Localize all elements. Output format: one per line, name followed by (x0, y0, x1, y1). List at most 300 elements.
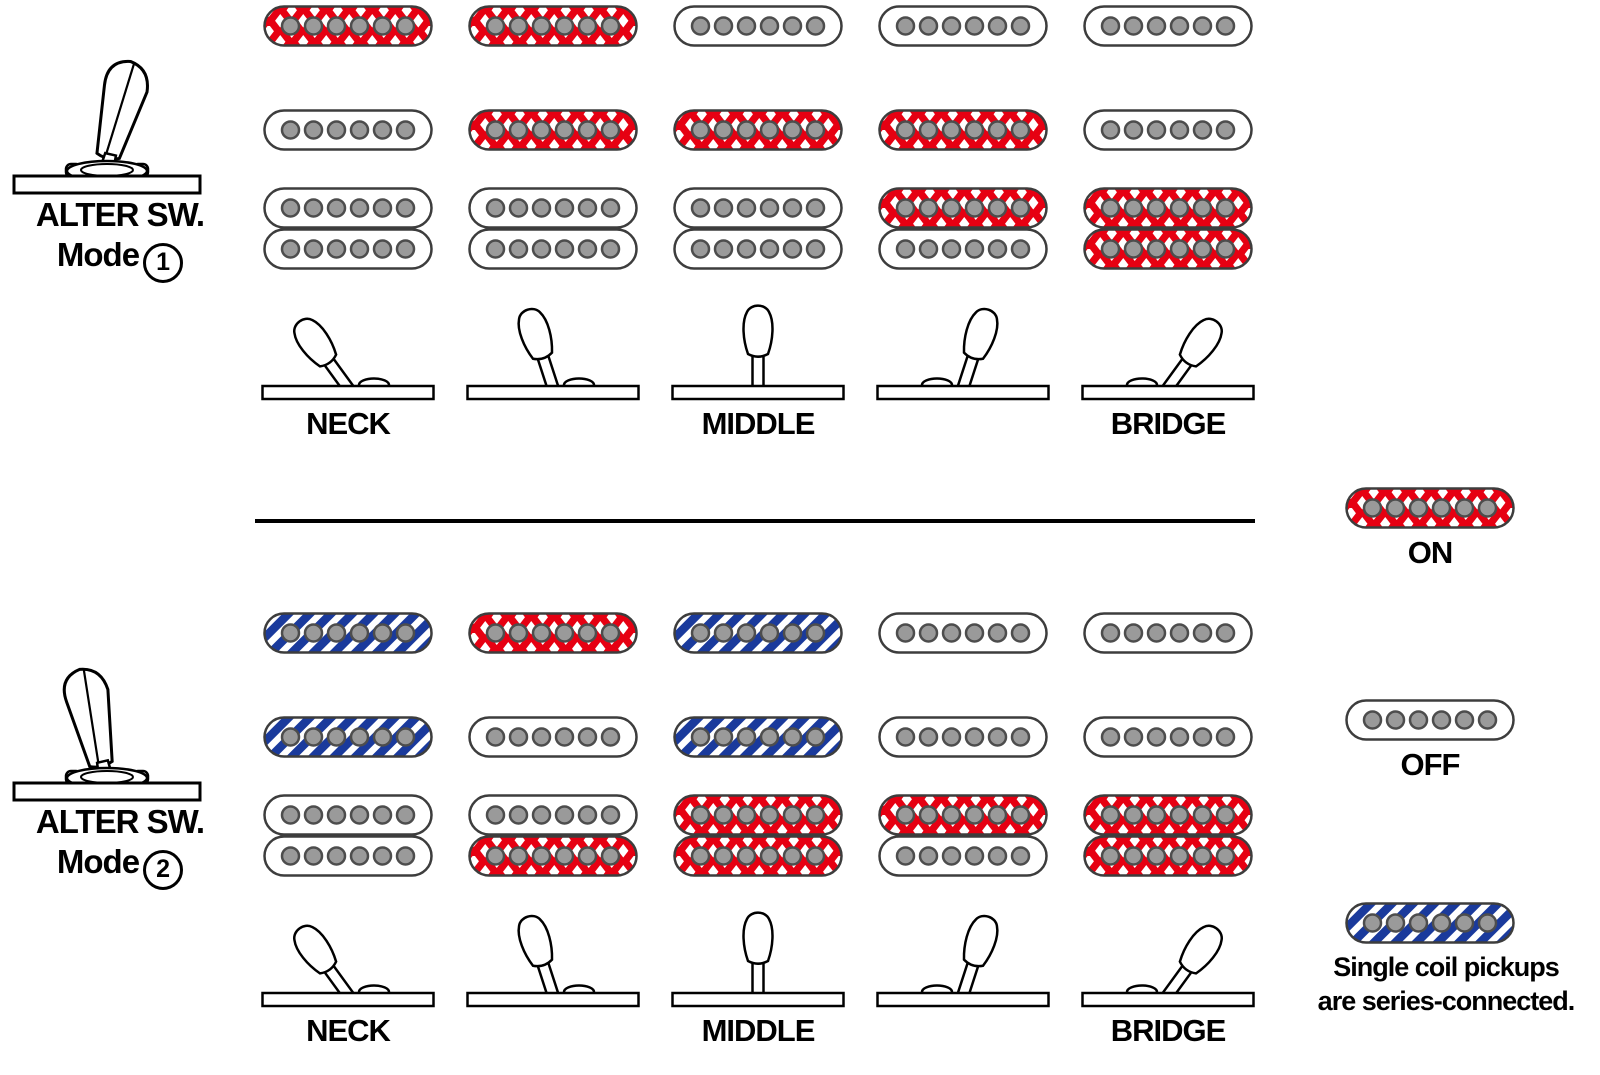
pole-piece (738, 200, 755, 217)
neck-pickup-graphic (878, 5, 1048, 47)
pole-piece (374, 122, 391, 139)
pole-piece (1148, 200, 1165, 217)
neck-pickup-graphic (1083, 5, 1253, 47)
lever-switch-graphic (671, 903, 845, 1011)
pole-piece (397, 241, 414, 258)
pole-piece (920, 200, 937, 217)
pole-piece (351, 729, 368, 746)
legend-off-label: OFF (1400, 747, 1460, 782)
pole-piece (556, 848, 573, 865)
bridge-bottom-coil-graphic (1083, 228, 1253, 270)
pole-piece (374, 241, 391, 258)
middle-pickup (1083, 109, 1253, 151)
pole-piece (692, 625, 709, 642)
pole-piece (351, 848, 368, 865)
bridge-humbucker-bottom-coil (468, 835, 638, 877)
pole-piece (1433, 712, 1450, 729)
pole-piece (715, 241, 732, 258)
pole-piece (761, 122, 778, 139)
bridge-top-coil-graphic (263, 794, 433, 836)
bridge-top-coil-graphic (673, 794, 843, 836)
legend-off (1345, 699, 1515, 783)
pole-piece (738, 729, 755, 746)
pole-piece (282, 848, 299, 865)
middle-pickup-graphic (878, 109, 1048, 151)
bridge-top-coil-graphic (1083, 187, 1253, 229)
pole-piece (487, 122, 504, 139)
bridge-humbucker-bottom-coil (468, 228, 638, 270)
pole-piece (282, 200, 299, 217)
lever-switch-graphic (261, 296, 435, 404)
bridge-humbucker-top-coil (878, 794, 1048, 836)
switch-position-column (1083, 0, 1253, 460)
pole-piece (1102, 729, 1119, 746)
pole-piece (533, 241, 550, 258)
pole-piece (1410, 500, 1427, 517)
pole-piece (807, 18, 824, 35)
pole-piece (784, 848, 801, 865)
pole-piece (784, 625, 801, 642)
pole-piece (920, 625, 937, 642)
pole-piece (1217, 122, 1234, 139)
pole-piece (1125, 848, 1142, 865)
pole-piece (989, 241, 1006, 258)
position-label: NECK (306, 1013, 390, 1048)
pole-piece (397, 625, 414, 642)
pole-piece (1171, 729, 1188, 746)
pole-piece (920, 122, 937, 139)
pole-piece (282, 807, 299, 824)
pole-piece (1012, 848, 1029, 865)
middle-pickup-graphic (1083, 716, 1253, 758)
middle-pickup (263, 716, 433, 758)
pole-piece (1410, 712, 1427, 729)
pole-piece (1194, 122, 1211, 139)
middle-pickup (878, 716, 1048, 758)
bridge-humbucker-top-coil (468, 187, 638, 229)
pole-piece (966, 122, 983, 139)
pole-piece (692, 807, 709, 824)
pole-piece (556, 625, 573, 642)
pole-piece (1125, 625, 1142, 642)
pole-piece (328, 200, 345, 217)
pole-piece (1456, 712, 1473, 729)
pole-piece (1125, 18, 1142, 35)
legend-series-note (1292, 950, 1600, 1018)
pole-piece (1171, 122, 1188, 139)
pole-piece (282, 18, 299, 35)
bridge-humbucker-bottom-coil (878, 835, 1048, 877)
lever-switch-graphic (1081, 903, 1255, 1011)
bridge-humbucker-top-coil (878, 187, 1048, 229)
neck-pickup-graphic (878, 612, 1048, 654)
bridge-humbucker-bottom-coil (263, 835, 433, 877)
lever-switch (876, 903, 1050, 1016)
pole-piece (1102, 625, 1119, 642)
pole-piece (1125, 729, 1142, 746)
pole-piece (989, 625, 1006, 642)
mode1-subtitle (0, 236, 240, 283)
pole-piece (374, 625, 391, 642)
pole-piece (1171, 625, 1188, 642)
pole-piece (305, 729, 322, 746)
pole-piece (1456, 915, 1473, 932)
pole-piece (715, 122, 732, 139)
pole-piece (966, 729, 983, 746)
pole-piece (602, 200, 619, 217)
lever-switch (876, 296, 1050, 409)
pole-piece (715, 625, 732, 642)
bridge-top-coil-graphic (1083, 794, 1253, 836)
legend-on-label: ON (1407, 535, 1453, 570)
bridge-top-coil-graphic (263, 187, 433, 229)
pole-piece (374, 848, 391, 865)
pole-piece (374, 200, 391, 217)
lever-switch-graphic (876, 903, 1050, 1011)
pole-piece (761, 807, 778, 824)
pole-piece (1171, 848, 1188, 865)
bridge-humbucker-top-coil (468, 794, 638, 836)
pole-piece (761, 625, 778, 642)
bridge-humbucker-bottom-coil (673, 228, 843, 270)
pole-piece (1102, 200, 1119, 217)
pole-piece (1148, 807, 1165, 824)
pole-piece (328, 625, 345, 642)
pole-piece (374, 18, 391, 35)
bridge-humbucker-bottom-coil (1083, 228, 1253, 270)
pole-piece (784, 807, 801, 824)
section-divider (255, 519, 1255, 523)
pole-piece (989, 18, 1006, 35)
pole-piece (966, 625, 983, 642)
mode2-subtitle (0, 843, 240, 890)
pole-piece (1364, 500, 1381, 517)
lever-switch (466, 903, 640, 1016)
pole-piece (1171, 241, 1188, 258)
pole-piece (897, 729, 914, 746)
pole-piece (1364, 915, 1381, 932)
neck-pickup (878, 5, 1048, 47)
pole-piece (510, 18, 527, 35)
pole-piece (351, 122, 368, 139)
lever-switch-graphic (466, 296, 640, 404)
lever-switch (1081, 903, 1255, 1016)
middle-pickup-graphic (263, 109, 433, 151)
neck-pickup (878, 612, 1048, 654)
neck-pickup (673, 612, 843, 654)
pole-piece (1012, 122, 1029, 139)
pole-piece (1102, 18, 1119, 35)
pole-piece (920, 807, 937, 824)
pole-piece (1479, 915, 1496, 932)
pole-piece (692, 848, 709, 865)
pole-piece (1125, 200, 1142, 217)
pole-piece (966, 241, 983, 258)
pole-piece (282, 625, 299, 642)
pole-piece (1012, 729, 1029, 746)
pole-piece (1364, 712, 1381, 729)
pole-piece (1148, 122, 1165, 139)
pole-piece (351, 18, 368, 35)
legend-on-pickup (1345, 487, 1515, 529)
pole-piece (328, 18, 345, 35)
pole-piece (761, 18, 778, 35)
pole-piece (510, 241, 527, 258)
pole-piece (602, 241, 619, 258)
pole-piece (579, 625, 596, 642)
legend-series (1345, 902, 1515, 944)
pole-piece (920, 729, 937, 746)
pole-piece (692, 200, 709, 217)
pole-piece (487, 729, 504, 746)
pole-piece (966, 200, 983, 217)
switch-position-column (673, 0, 843, 460)
pole-piece (579, 729, 596, 746)
middle-pickup-graphic (673, 109, 843, 151)
bridge-bottom-coil-graphic (263, 835, 433, 877)
pole-piece (1217, 241, 1234, 258)
pole-piece (328, 122, 345, 139)
pole-piece (943, 241, 960, 258)
pole-piece (533, 729, 550, 746)
middle-pickup-graphic (878, 716, 1048, 758)
pole-piece (1456, 500, 1473, 517)
pole-piece (989, 848, 1006, 865)
position-label: MIDDLE (701, 406, 815, 441)
pole-piece (1102, 848, 1119, 865)
pole-piece (556, 200, 573, 217)
pole-piece (351, 241, 368, 258)
pole-piece (738, 18, 755, 35)
pole-piece (1125, 122, 1142, 139)
middle-pickup (673, 109, 843, 151)
pole-piece (1387, 915, 1404, 932)
pole-piece (1102, 807, 1119, 824)
neck-pickup-graphic (468, 612, 638, 654)
mode1-section (0, 0, 1600, 470)
toggle-switch-icon (12, 657, 202, 805)
middle-pickup-graphic (673, 716, 843, 758)
bridge-bottom-coil-graphic (673, 228, 843, 270)
pole-piece (1125, 807, 1142, 824)
pole-piece (328, 807, 345, 824)
pole-piece (533, 200, 550, 217)
pole-piece (807, 807, 824, 824)
pole-piece (897, 200, 914, 217)
pole-piece (510, 625, 527, 642)
pole-piece (784, 729, 801, 746)
mode2-number-badge: 2 (143, 850, 183, 890)
pole-piece (897, 241, 914, 258)
bridge-bottom-coil-graphic (468, 228, 638, 270)
pole-piece (738, 848, 755, 865)
pole-piece (1433, 500, 1450, 517)
pole-piece (1433, 915, 1450, 932)
lever-switch-graphic (671, 296, 845, 404)
pole-piece (943, 625, 960, 642)
pole-piece (579, 807, 596, 824)
middle-pickup (878, 109, 1048, 151)
pole-piece (556, 807, 573, 824)
pole-piece (351, 807, 368, 824)
bridge-bottom-coil-graphic (1083, 835, 1253, 877)
middle-pickup-graphic (263, 716, 433, 758)
pole-piece (784, 122, 801, 139)
pole-piece (510, 122, 527, 139)
bridge-humbucker-top-coil (673, 794, 843, 836)
pole-piece (807, 122, 824, 139)
pole-piece (943, 807, 960, 824)
pole-piece (1012, 18, 1029, 35)
pole-piece (1194, 241, 1211, 258)
legend-off-pickup (1345, 699, 1515, 741)
toggle-switch-icon (12, 50, 202, 198)
pole-piece (920, 848, 937, 865)
pole-piece (692, 18, 709, 35)
pole-piece (510, 807, 527, 824)
bridge-humbucker-top-coil (673, 187, 843, 229)
middle-pickup (468, 716, 638, 758)
pole-piece (533, 18, 550, 35)
middle-pickup (1083, 716, 1253, 758)
lever-switch (261, 903, 435, 1016)
pole-piece (487, 848, 504, 865)
pole-piece (966, 848, 983, 865)
pole-piece (602, 18, 619, 35)
lever-switch-graphic (876, 296, 1050, 404)
pole-piece (920, 241, 937, 258)
middle-pickup-graphic (1083, 109, 1253, 151)
bridge-bottom-coil-graphic (878, 835, 1048, 877)
pole-piece (715, 18, 732, 35)
pole-piece (556, 122, 573, 139)
pole-piece (943, 122, 960, 139)
pole-piece (1194, 200, 1211, 217)
pole-piece (1012, 200, 1029, 217)
mode1-positions (263, 0, 1253, 460)
pole-piece (943, 848, 960, 865)
pole-piece (579, 848, 596, 865)
pole-piece (1148, 848, 1165, 865)
pole-piece (1102, 122, 1119, 139)
mode-word: Mode (56, 843, 140, 880)
bridge-humbucker-top-coil (263, 187, 433, 229)
pole-piece (989, 200, 1006, 217)
bridge-bottom-coil-graphic (468, 835, 638, 877)
switch-position-column (673, 607, 843, 1067)
pole-piece (1171, 200, 1188, 217)
switch-position-column (263, 607, 433, 1067)
pole-piece (1194, 807, 1211, 824)
pole-piece (989, 807, 1006, 824)
middle-pickup (263, 109, 433, 151)
pole-piece (761, 200, 778, 217)
pole-piece (1217, 729, 1234, 746)
bridge-top-coil-graphic (468, 187, 638, 229)
bridge-top-coil-graphic (878, 187, 1048, 229)
pole-piece (305, 848, 322, 865)
pole-piece (1217, 200, 1234, 217)
pole-piece (715, 729, 732, 746)
pole-piece (943, 18, 960, 35)
lever-switch (1081, 296, 1255, 409)
lever-switch (671, 903, 845, 1016)
lever-switch-graphic (261, 903, 435, 1011)
pole-piece (1148, 18, 1165, 35)
pole-piece (943, 729, 960, 746)
neck-pickup-graphic (1083, 612, 1253, 654)
pole-piece (738, 122, 755, 139)
pole-piece (579, 200, 596, 217)
pole-piece (715, 200, 732, 217)
pole-piece (897, 122, 914, 139)
pole-piece (579, 241, 596, 258)
pole-piece (943, 200, 960, 217)
pole-piece (602, 122, 619, 139)
pole-piece (533, 848, 550, 865)
neck-pickup-graphic (263, 612, 433, 654)
pole-piece (989, 122, 1006, 139)
pole-piece (328, 848, 345, 865)
lever-switch-graphic (1081, 296, 1255, 404)
pole-piece (1171, 18, 1188, 35)
pole-piece (351, 200, 368, 217)
pole-piece (487, 625, 504, 642)
pole-piece (784, 18, 801, 35)
pole-piece (807, 848, 824, 865)
bridge-top-coil-graphic (468, 794, 638, 836)
pole-piece (282, 729, 299, 746)
bridge-humbucker-bottom-coil (878, 228, 1048, 270)
pole-piece (966, 18, 983, 35)
neck-pickup (673, 5, 843, 47)
pole-piece (1479, 712, 1496, 729)
pole-piece (1387, 500, 1404, 517)
bridge-bottom-coil-graphic (673, 835, 843, 877)
pole-piece (579, 18, 596, 35)
pole-piece (510, 848, 527, 865)
pole-piece (556, 18, 573, 35)
pole-piece (374, 807, 391, 824)
bridge-humbucker-top-coil (1083, 794, 1253, 836)
middle-pickup (468, 109, 638, 151)
switch-position-column (468, 0, 638, 460)
pole-piece (397, 807, 414, 824)
bridge-humbucker-bottom-coil (1083, 835, 1253, 877)
pole-piece (692, 241, 709, 258)
mode1-number-badge: 1 (143, 243, 183, 283)
pole-piece (374, 729, 391, 746)
pole-piece (1148, 625, 1165, 642)
middle-pickup-graphic (468, 716, 638, 758)
pole-piece (738, 625, 755, 642)
pole-piece (1387, 712, 1404, 729)
bridge-bottom-coil-graphic (878, 228, 1048, 270)
position-label: MIDDLE (701, 1013, 815, 1048)
legend-series-pickup (1345, 902, 1515, 944)
lever-switch-graphic (466, 903, 640, 1011)
pole-piece (784, 200, 801, 217)
bridge-top-coil-graphic (878, 794, 1048, 836)
pole-piece (602, 729, 619, 746)
pole-piece (397, 200, 414, 217)
pole-piece (397, 848, 414, 865)
neck-pickup (468, 5, 638, 47)
pole-piece (738, 807, 755, 824)
pole-piece (1102, 241, 1119, 258)
middle-pickup-graphic (468, 109, 638, 151)
pole-piece (1194, 18, 1211, 35)
